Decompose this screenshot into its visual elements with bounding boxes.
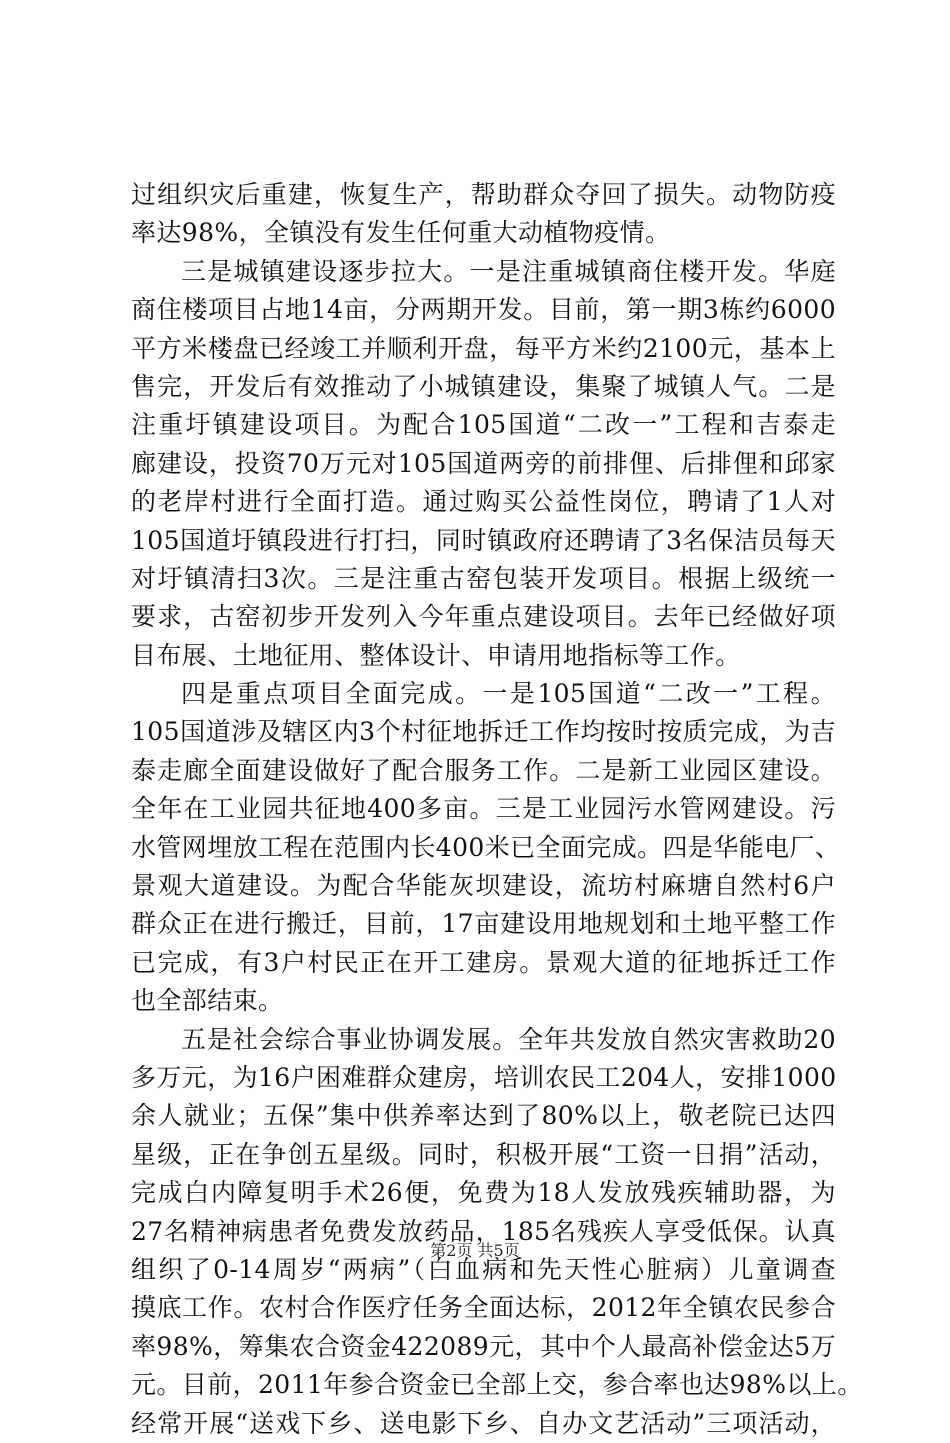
text-line: 率达98%，全镇没有发生任何重大动植物疫情。	[131, 218, 671, 248]
text-line: 五是社会综合事业协调发展。全年共发放自然灾害救助20	[181, 1024, 836, 1054]
text-line: 27名精神病患者免费发放药品，185名残疾人享受低保。认真	[131, 1216, 836, 1246]
text-line: 组织了0-14周岁“两病”（白血病和先天性心脏病）儿童调查	[131, 1254, 836, 1284]
text-line: 105国道圩镇段进行打扫，同时镇政府还聘请了3名保洁员每天	[131, 525, 836, 555]
text-line: 全年在工业园共征地400多亩。三是工业园污水管网建设。污	[131, 794, 836, 824]
text-line: 也全部结束。	[131, 986, 284, 1016]
text-line: 过组织灾后重建，恢复生产，帮助群众夺回了损失。动物防疫	[131, 180, 836, 209]
text-line: 完成白内障复明手术26便，免费为18人发放残疾辅助器，为	[131, 1178, 836, 1208]
text-line: 要求，古窑初步开发列入今年重点建设项目。去年已经做好项	[131, 602, 836, 632]
text-line: 元。目前，2011年参合资金已全部上交，参合率也达98%以上。	[131, 1370, 863, 1400]
text-line: 已完成，有3户村民正在开工建房。景观大道的征地拆迁工作	[131, 947, 836, 977]
text-line: 泰走廊全面建设做好了配合服务工作。二是新工业园区建设。	[131, 755, 836, 785]
text-line: 率98%，筹集农合资金422089元，其中个人最高补偿金达5万	[131, 1331, 836, 1361]
text-line: 摸底工作。农村合作医疗任务全面达标，2012年全镇农民参合	[131, 1293, 836, 1323]
text-line: 105国道涉及辖区内3个村征地拆迁工作均按时按质完成，为吉	[131, 717, 836, 747]
text-line: 目布展、土地征用、整体设计、申请用地指标等工作。	[131, 640, 741, 670]
text-line: 景观大道建设。为配合华能灰坝建设，流坊村麻塘自然村6户	[131, 871, 836, 901]
text-line: 三是城镇建设逐步拉大。一是注重城镇商住楼开发。华庭	[181, 256, 836, 286]
text-line: 四是重点项目全面完成。一是105国道“二改一”工程。	[181, 679, 836, 709]
text-line: 多万元，为16户困难群众建房，培训农民工204人，安排1000	[131, 1062, 837, 1092]
text-line: 星级，正在争创五星级。同时，积极开展“工资一日捐”活动，	[131, 1139, 836, 1169]
text-line: 廊建设，投资70万元对105国道两旁的前排俚、后排俚和邱家	[131, 448, 836, 478]
text-line: 注重圩镇建设项目。为配合105国道“二改一”工程和吉泰走	[131, 410, 836, 440]
text-line: 的老岸村进行全面打造。通过购买公益性岗位，聘请了1人对	[131, 487, 836, 517]
text-line: 平方米楼盘已经竣工并顺利开盘，每平方米约2100元，基本上	[131, 333, 836, 363]
page-footer: 第2页 共5页	[430, 1241, 520, 1260]
text-line: 余人就业；五保”集中供养率达到了80%以上，敬老院已达四	[131, 1101, 836, 1131]
text-line: 商住楼项目占地14亩，分两期开发。目前，第一期3栋约6000	[131, 295, 836, 325]
text-line: 群众正在进行搬迁，目前，17亩建设用地规划和土地平整工作	[131, 909, 836, 939]
text-line: 水管网埋放工程在范围内长400米已全面完成。四是华能电厂、	[131, 832, 841, 862]
text-line: 售完，开发后有效推动了小城镇建设，集聚了城镇人气。二是	[131, 371, 836, 401]
text-line: 经常开展“送戏下乡、送电影下乡、自办文艺活动”三项活动，	[131, 1408, 836, 1438]
text-line: 对圩镇清扫3次。三是注重古窑包装开发项目。根据上级统一	[131, 563, 836, 593]
